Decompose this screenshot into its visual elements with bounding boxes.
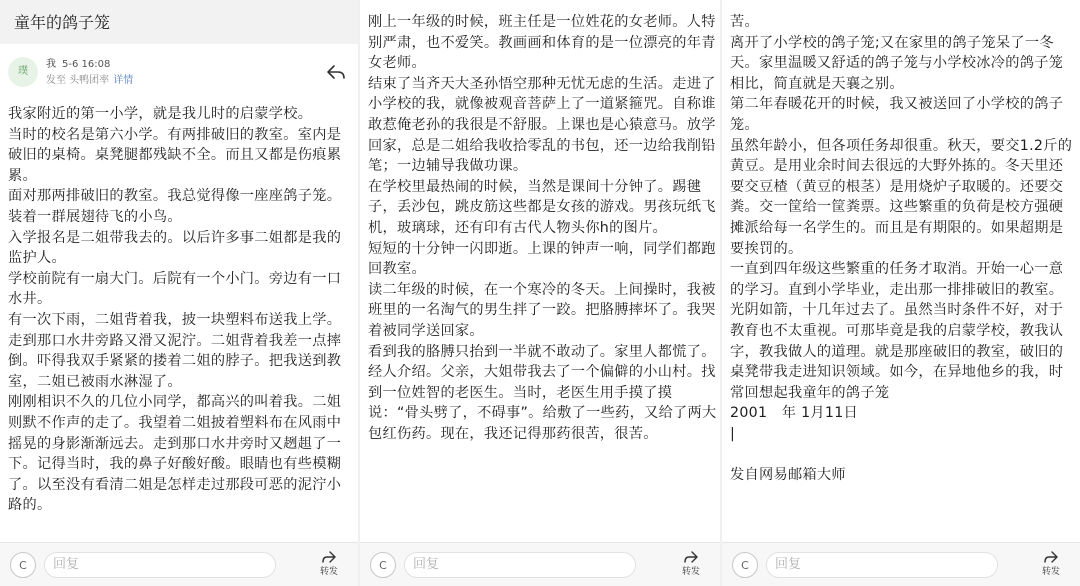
mail-meta (8, 55, 350, 95)
mail-body-text: 刚上一年级的时候，班主任是一位姓花的女老师。人特别严肃，也不爱笑。教画画和体育的是一位漂亮的年青女老师。 结束了当齐天大圣孙悟空那种无忧无虑的生活。走进了小学校的我，就像被观音菩萨上了一道紧箍咒。自称谁敢惹俺老孙的我很是不舒服。上课也是心猿意马。放学回家，总是二姐给我收拾零乱的书包，还一边给我削铅笔；一边辅导我做功课。 在学校里最热闹的时候，当然是课间十分钟了。踢毽子，丢沙包，跳皮筋这些都是女孩的游戏。男孩玩纸飞机，玻璃球，还有印有古代人物头你h的图片。 短短的十分钟一闪即逝。上课的钟声一响，同学们都跑回教室。 读二年级的时候，在一个寒冷的冬天。上间操时，我被班里的一名淘气的男生拌了一跤。把胳膊摔坏了。我哭着被同学送回家。 看到我的胳膊只抬到一半就不敢动了。家里人都慌了。 经人介绍。父亲，大姐带我去了一个偏僻的小山村。找到一位姓智的老医生。当时，老医生用手摸了摸说：“骨头劈了，不碍事”。给敷了一些药，又给了两大包红伤药。现在，我还记得那药很苦，很苦。 (368, 14, 717, 442)
forward-label: 转发 (319, 567, 338, 577)
reply-arrow-icon[interactable] (326, 63, 346, 81)
forward-button[interactable] (1036, 548, 1066, 582)
sender-line (46, 55, 110, 70)
mail-body-text: 我家附近的第一小学，就是我儿时的启蒙学校。 当时的校名是第六小学。有两排破旧的教室。室内是破旧的桌椅。桌凳腿都残缺不全。而且又都是伤痕累累。 面对那两排破旧的教室。我总觉得像一座座鸽子笼。装着一群展翅待飞的小鸟。 入学报名是二姐带我去的。以后许多事二姐都是我的监护人。 学校前院有一扇大门。后院有一个小门。旁边有一口水井。 有一次下雨，二姐背着我，披一块塑料布送我上学。走到那口水井旁路又滑又泥泞。二姐背着我差一点摔倒。吓得我双手紧紧的搂着二姐的脖子。把我送到教室，二姐已被雨水淋湿了。 刚刚相识不久的几位小同学，都高兴的叫着我。二姐则默不作声的走了。我望着二姐披着塑料布在风雨中摇晃的身影渐渐远去。走到那口水井旁时又趔趄了一下。记得当时，我的鼻子好酸好酸。眼睛也有些模糊了。以至没有看清二姐是怎样走过那段可恶的泥泞小路的。 (8, 106, 342, 514)
forward-label: 转发 (681, 567, 700, 577)
mail-body-text: 苦。 离开了小学校的鸽子笼;又在家里的鸽子笼呆了一冬天。家里温暖又舒适的鸽子笼与小学校冰冷的鸽子笼相比，简直就是天襄之别。 第二年春暖花开的时候，我又被送回了小学校的鸽子笼。 虽然年龄小，但各项任务却很重。秋天，要交1.2斤的黄豆。是用业余时间去很远的大野外拣的。冬天里还要交豆楂（黄豆的根茎）是用烧炉子取暖的。还要交粪。交一筐给一筐粪票。这些繁重的负荷是校方强硬摊派给每一名学生的。而且是有期限的。如果超期是要挨罚的。 一直到四年级这些繁重的任务才取消。开始一心一意的学习。直到小学毕业，走出那一排排破旧的教室。 光阴如箭，十几年过去了。虽然当时条件不好，对于教育也不太重视。可那毕竟是我的启蒙学校，教我认字，教我做人的道理。就是那座破旧的教室，破旧的桌凳带我走进知识领域。如今，在异地他乡的我，时常回想起我童年的鸽子笼 2001 年 1月11日 | 发自网易邮箱大师 (730, 14, 1073, 484)
reply-input[interactable]: 回复 (404, 552, 636, 578)
mail-view-panel-3 (722, 0, 1080, 586)
avatar[interactable]: 璞 (8, 57, 38, 87)
reply-bar (360, 542, 720, 586)
recipient-text: 发至 头鸭团率 (46, 75, 110, 86)
chat-bubble-icon[interactable]: C (10, 552, 36, 578)
recipient-line (46, 71, 133, 86)
mail-view-panel-2 (360, 0, 720, 586)
sender-name: 我 (46, 59, 56, 70)
reply-input[interactable]: 回复 (766, 552, 998, 578)
forward-icon (1043, 550, 1059, 564)
mail-view-panel-1 (0, 0, 358, 586)
chat-bubble-icon[interactable]: C (732, 552, 758, 578)
sent-date: 5-6 16:08 (62, 59, 111, 70)
chat-bubble-icon[interactable]: C (370, 552, 396, 578)
detail-link[interactable]: 详情 (113, 75, 134, 86)
mail-subject: 童年的鸽子笼 (0, 0, 358, 44)
reply-bar (722, 542, 1080, 586)
forward-icon (321, 550, 337, 564)
reply-bar (0, 542, 358, 586)
reply-input[interactable]: 回复 (44, 552, 276, 578)
forward-button[interactable] (314, 548, 344, 582)
forward-button[interactable] (676, 548, 706, 582)
forward-label: 转发 (1041, 567, 1060, 577)
forward-icon (683, 550, 699, 564)
